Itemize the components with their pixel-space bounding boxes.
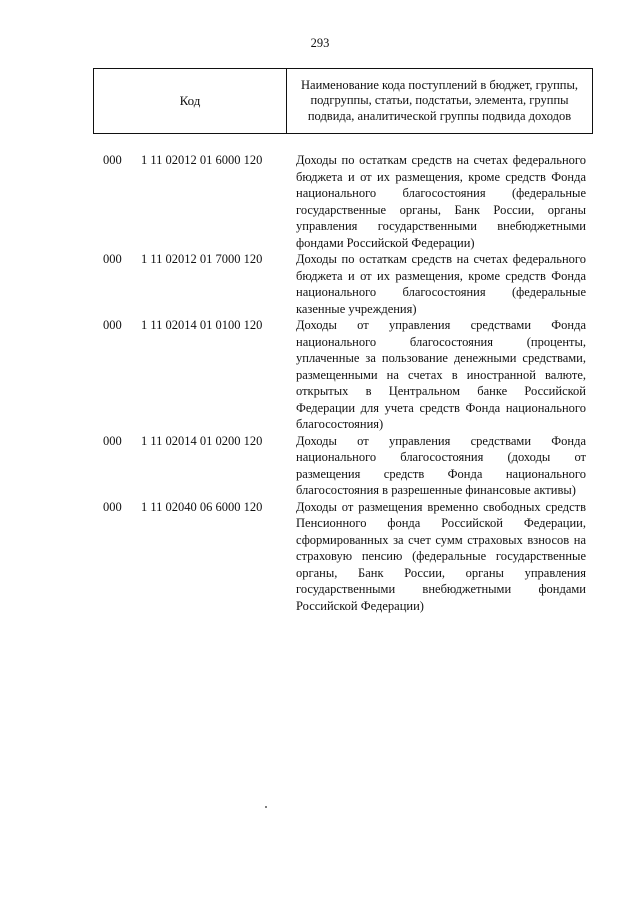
row-admin-code: 000	[103, 433, 122, 448]
row-description: Доходы по остаткам средств на счетах федерального бюджета и от их размещения, кроме средств Фонда национального благосостояния (федеральные государственные органы, Банк России, органы управления государственными внебюджетными фондами Российской Федерации)	[296, 153, 586, 250]
row-income-code: 1 11 02040 06 6000 120	[141, 499, 263, 514]
row-income-code: 1 11 02014 01 0100 120	[141, 318, 263, 332]
row-admin-code: 000	[103, 252, 122, 266]
table-row	[0, 499, 640, 615]
row-description: Доходы от управления средствами Фонда национального благосостояния (проценты, уплаченные за пользование денежными средствами, размещенными на счетах в иностранной валюте, открытых в Центральном банке Российской Федерации для учета средств Фонда национального благосостояния)	[296, 318, 586, 431]
row-admin-code: 000	[103, 153, 122, 167]
row-description: Доходы от управления средствами Фонда национального благосостояния (доходы от размещения средств Фонда национального благосостояния в разрешенные финансовые активы)	[296, 433, 586, 497]
row-income-code: 1 11 02012 01 7000 120	[141, 252, 263, 266]
table-row	[0, 433, 640, 499]
scan-speck	[265, 806, 267, 808]
table-row	[0, 317, 640, 433]
header-name-label: Наименование кода поступлений в бюджет, группы, подгруппы, статьи, подстатьи, элемента, группы подвида, аналитической группы подвида доходов	[301, 77, 578, 123]
page-number: 293	[310, 36, 330, 50]
table-header	[93, 68, 593, 134]
row-income-code: 1 11 02012 01 6000 120	[141, 153, 263, 167]
table-row	[0, 251, 640, 317]
table-body	[0, 152, 640, 614]
row-income-code: 1 11 02014 01 0200 120	[141, 433, 263, 448]
row-admin-code: 000	[103, 499, 122, 514]
header-code-label: Код	[94, 69, 287, 133]
row-admin-code: 000	[103, 318, 122, 332]
row-description: Доходы от размещения временно свободных средств Пенсионного фонда Российской Федерации, сформированных за счет сумм страховых взносов на страховую пенсию (федеральные государственные органы, Банк России, органы управления государственными внебюджетными фондами Российской Федерации)	[296, 499, 586, 613]
table-row	[0, 152, 640, 251]
row-description: Доходы по остаткам средств на счетах федерального бюджета и от их размещения, кроме средств Фонда национального благосостояния (федеральные казенные учреждения)	[296, 252, 586, 316]
